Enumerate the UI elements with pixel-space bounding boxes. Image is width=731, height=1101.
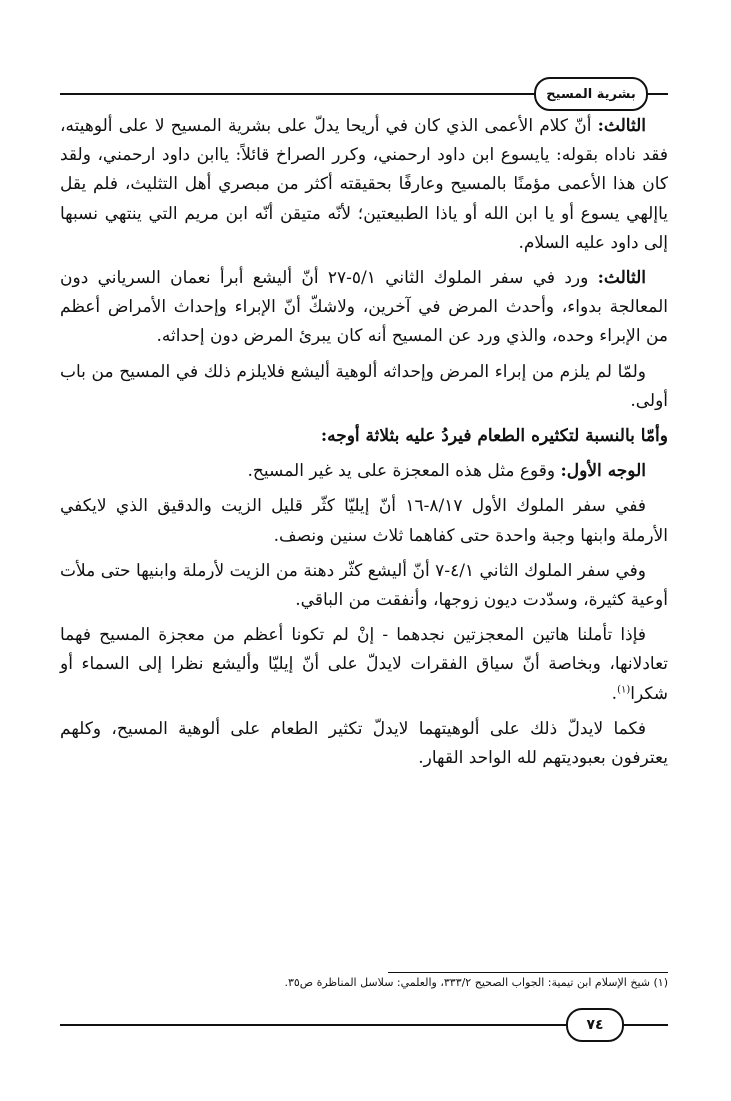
- section-heading: وأمّا بالنسبة لتكثيره الطعام فيردُ عليه بثلاثة أوجه:: [320, 426, 668, 447]
- body-text: [60, 112, 668, 779]
- paragraph-text: وقوع مثل هذه المعجزة على يد غير المسيح.: [247, 461, 561, 482]
- running-header-title: بشرية المسيح: [534, 77, 648, 111]
- paragraph-2: [60, 264, 668, 352]
- paragraph-text: أنّ كلام الأعمى الذي كان في أريحا يدلّ على بشرية المسيح لا على ألوهيته، فقد ناداه بقوله: يايسوع ابن داود ارحمني، وكرر الصراخ قائلاً: ياابن داود ارحمني، ولقد كان هذا الأعمى مؤمنًا بالمسيح وعارفًا بحقيقته أكثر من مبصري أهل التثليث، فلم يقل ياإلهي يسوع أو يا ابن الله أو ياذا الطبيعتين؛ لأنّه متيقن أنّه ابن مريم التي ينتهي نسبها إلى داود عليه السلام.: [60, 116, 668, 253]
- paragraph-lead: الثالث:: [597, 268, 647, 289]
- paragraph-1: [60, 112, 668, 258]
- paragraph-3: [60, 358, 668, 416]
- paragraph-7: [60, 621, 668, 709]
- footnote: (١) شيخ الإسلام ابن تيمية: الجواب الصحيح ٣٣٣/٢، والعلمي: سلاسل المناظرة ص٣٥.: [284, 976, 668, 989]
- footnote-rule: [388, 972, 668, 973]
- paragraph-text: ولمّا لم يلزم من إبراء المرض وإحداثه ألوهية أليشع فلايلزم ذلك في المسيح من باب أولى.: [60, 361, 668, 411]
- footnote-reference[interactable]: (١): [617, 684, 631, 695]
- paragraph-text: ففي سفر الملوك الأول ٨/١٧-١٦ أنّ إيليّا كثّر قليل الزيت والدقيق الذي لايكفي الأرملة وابنها وجبة واحدة حتى كفاهما ثلاث سنين ونصف.: [60, 496, 668, 546]
- paragraph-text: فكما لايدلّ ذلك على ألوهيتهما لايدلّ تكثير الطعام على ألوهية المسيح، وكلهم يعترفون بعبوديتهم لله الواحد القهار.: [60, 718, 668, 769]
- paragraph-lead: الوجه الأول:: [560, 461, 646, 482]
- paragraph-tail: .: [611, 683, 618, 704]
- paragraph-text: فإذا تأملنا هاتين المعجزتين نجدهما - إنْ لم تكونا أعظم من معجزة المسيح فهما تعادلانها، وبخاصة أنّ سياق الفقرات لايدلّ على أنّ إيليّا وأليشع نظرا إلى السماء أو شكرا: [60, 625, 668, 704]
- paragraph-6: [60, 557, 668, 615]
- paragraph-5: [60, 492, 668, 550]
- paragraph-text: ورد في سفر الملوك الثاني ٥/١-٢٧ أنّ أليشع أبرأ نعمان السرياني دون المعالجة بدواء، وأحدث المرض في آخرين، ولاشكّ أنّ الإبراء وإحداث الأمراض أعظم من الإبراء وحده، والذي ورد عن المسيح أنه كان يبرئ المرض دون إحداثه.: [60, 268, 668, 347]
- paragraph-4: [60, 457, 668, 486]
- paragraph-lead: الثالث:: [597, 116, 646, 136]
- page-number: ٧٤: [566, 1008, 624, 1042]
- paragraph-text: وفي سفر الملوك الثاني ٤/١-٧ أنّ أليشع كثّر دهنة من الزيت لأرملة وابنيها حتى ملأت أوعية كثيرة، وسدّدت ديون زوجها، وأنفقت من الباقي.: [60, 560, 668, 611]
- paragraph-8: [60, 715, 668, 773]
